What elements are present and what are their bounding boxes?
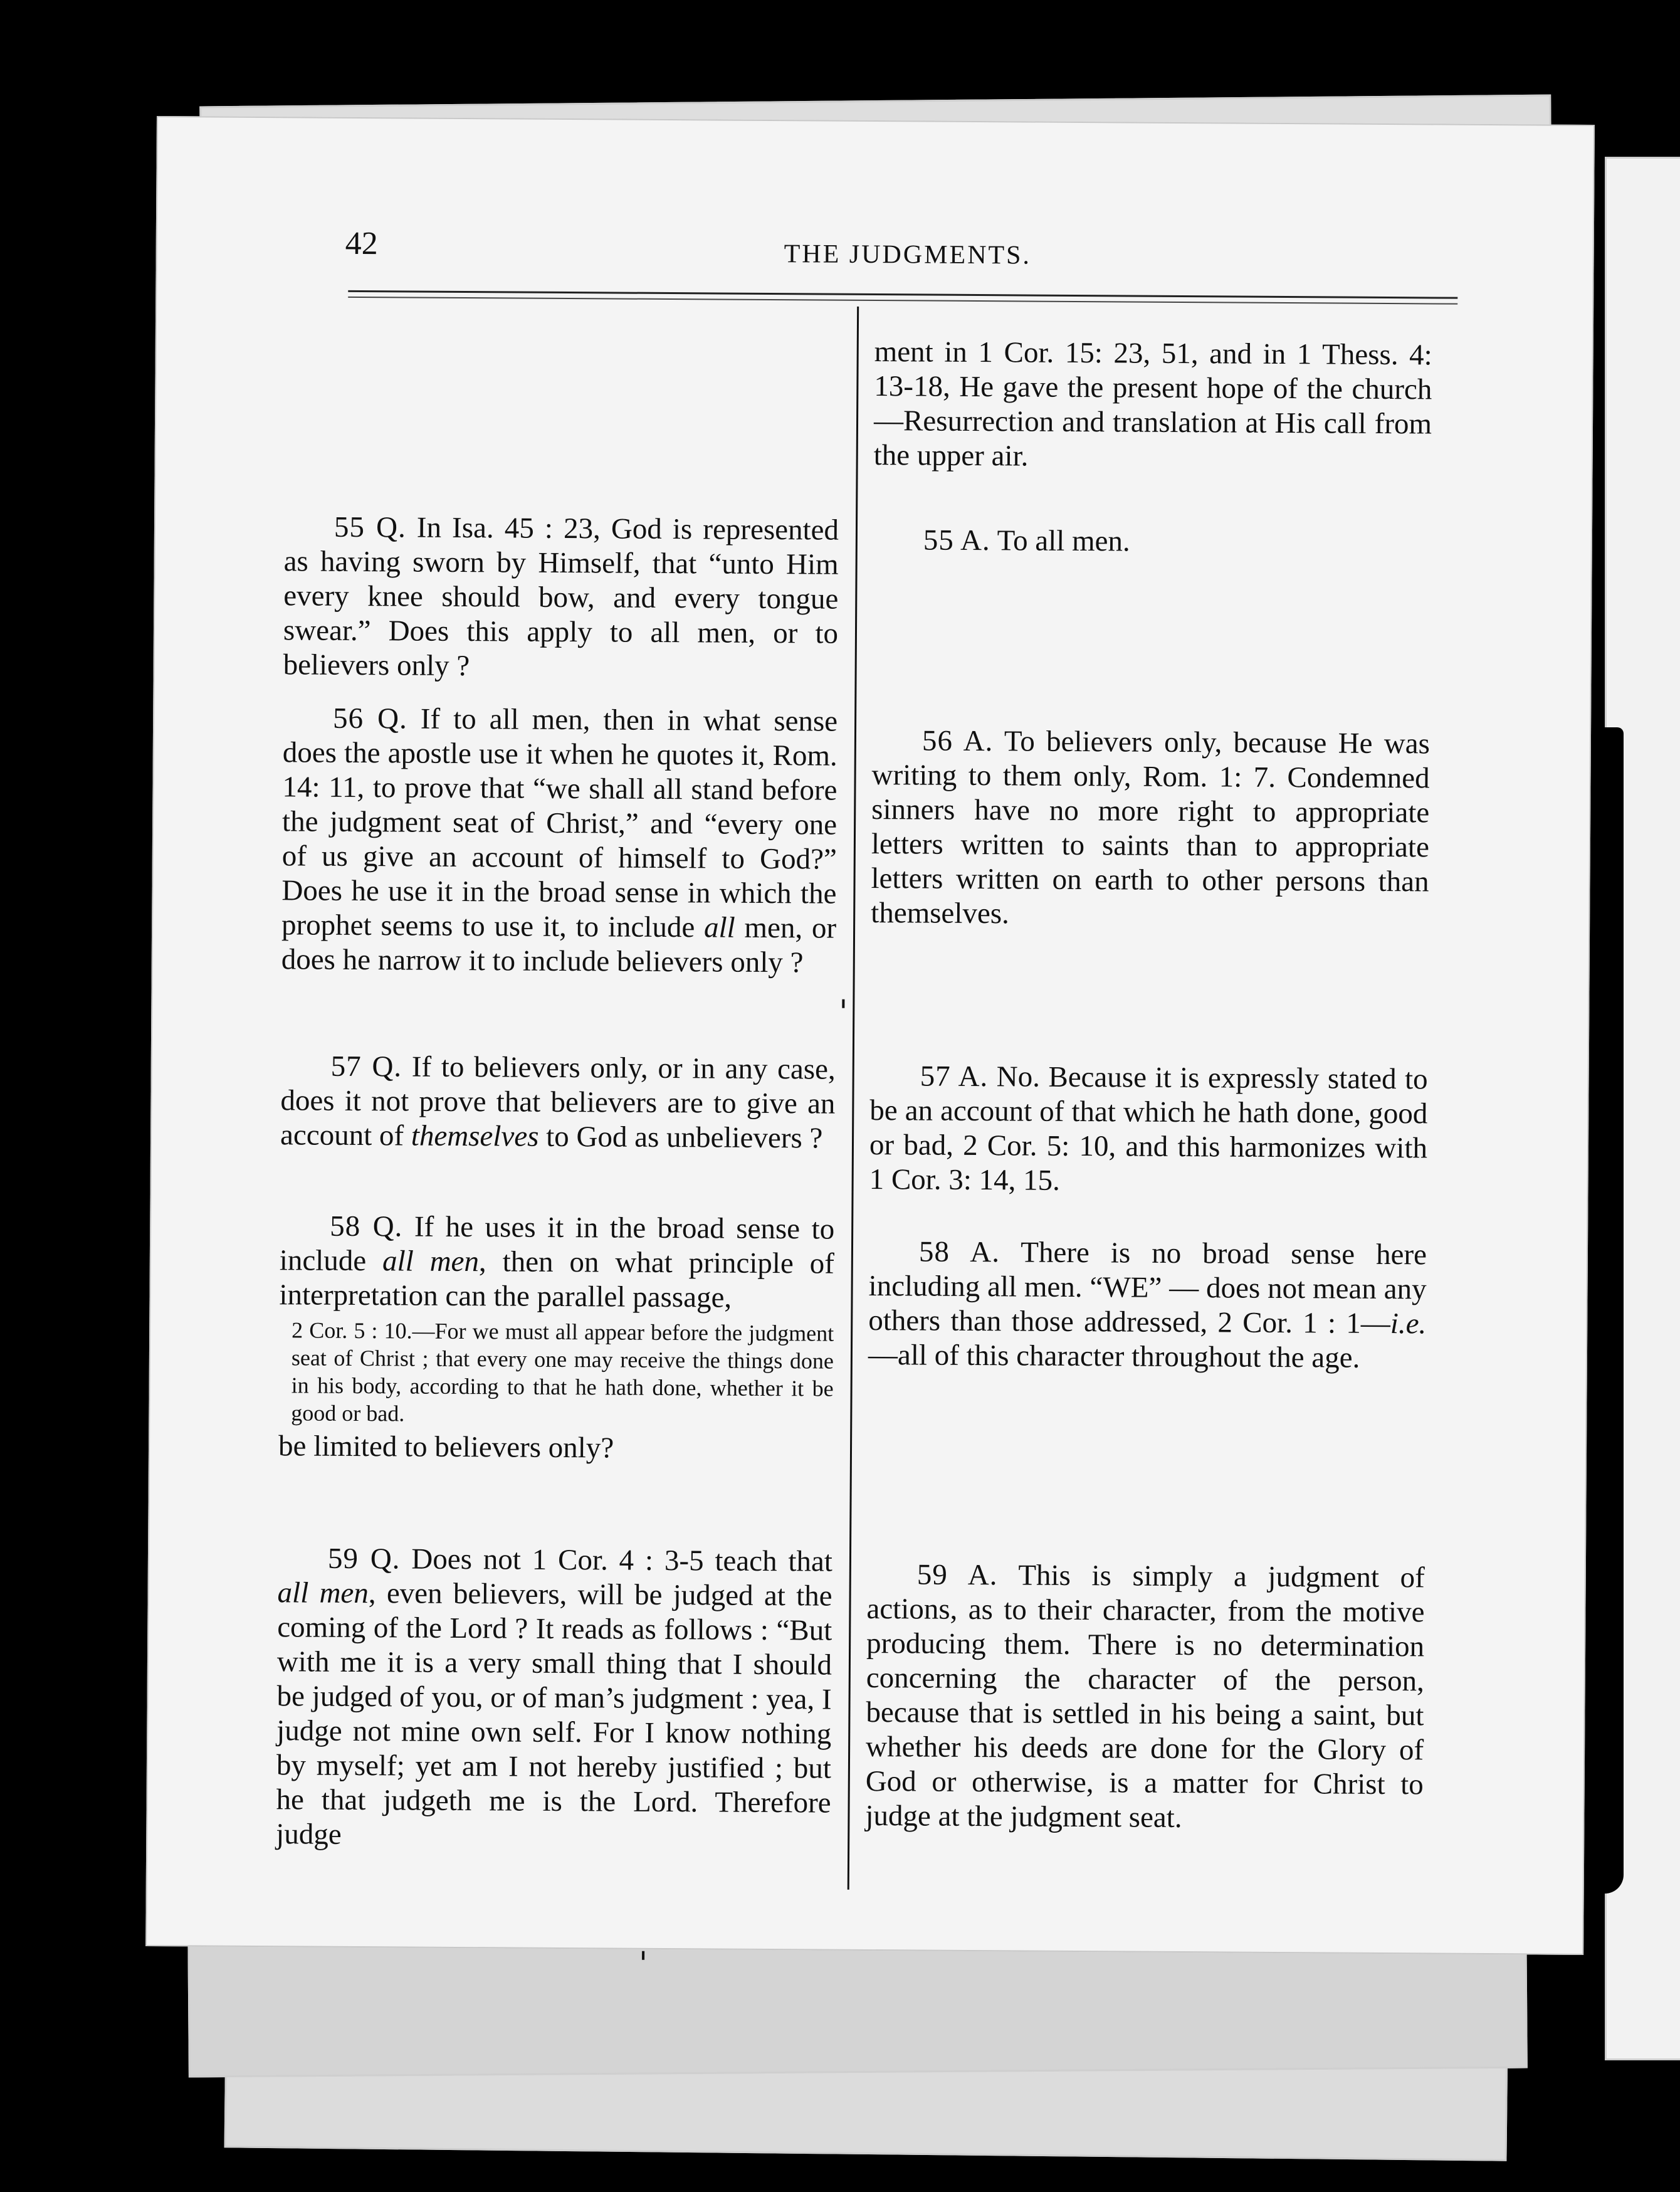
question-text: Does not 1 Cor. 4 : 3-5 teach that: [411, 1542, 833, 1578]
question-number: 55 Q.: [333, 510, 406, 544]
answer-58: [868, 1235, 1427, 1376]
answer-number: 58 A.: [918, 1235, 1000, 1269]
question-number: 56 Q.: [332, 702, 408, 735]
answer-number: 56 A.: [921, 724, 994, 758]
answer-text: There is no broad sense here including all men. “WE” — does not mean any others than those addressed, 2 Cor. 1 : 1—: [868, 1236, 1427, 1341]
question-57: [280, 1049, 836, 1156]
question-number: 59 Q.: [327, 1542, 401, 1576]
answer-57: [869, 1059, 1427, 1200]
page-title: THE JUDGMENTS.: [784, 240, 1032, 270]
answer-59: [865, 1557, 1425, 1836]
question-emphasis: all men: [277, 1576, 369, 1610]
answer-text-end: —all of this character throughout the age.: [868, 1338, 1360, 1374]
question-emphasis: themselves: [411, 1119, 539, 1153]
answer-text: To all men.: [997, 524, 1130, 558]
question-58: [278, 1209, 834, 1467]
answer-emphasis: i.e.: [1390, 1307, 1427, 1341]
question-emphasis: all men: [382, 1245, 480, 1278]
question-55: [283, 510, 839, 685]
answer-text: To believers only, because He was writing to them only, Rom. 1: 7. Condemned sinners have no more right to appropriate letters written to saints than to appropriate letters written on earth to other persons than themselves.: [871, 725, 1431, 930]
question-text-final: be limited to believers only?: [278, 1430, 614, 1465]
answer-text: This is simply a judgment of actions, as to their character, from the motive producing them. There is no determination concerning the character of the person, because that is settled in his being a saint, but whether his deeds are done for the Glory of God or otherwise, is a matter for Christ to judge at the judgment seat.: [865, 1559, 1425, 1835]
question-emphasis: all: [703, 911, 735, 944]
question-text: In Isa. 45 : 23, God is represented as having sworn by Himself, that “unto Him every knee should bow, and every tongue swear.” Does this apply to all men, or to believers only ?: [283, 511, 839, 683]
book-page: [145, 116, 1595, 1955]
answer-text: No. Because it is expressly stated to be an account of that which he hath done, good or bad, 2 Cor. 5: 10, and this harmonizes with 1 Cor. 3: 14, 15.: [869, 1060, 1428, 1197]
question-number: 58 Q.: [330, 1209, 403, 1243]
answer-number: 57 A.: [920, 1060, 989, 1093]
question-text-end: , then on what principle of interpretation can the parallel passage,: [279, 1245, 835, 1314]
answer-text: ment in 1 Cor. 15: 23, 51, and in 1 Thess. 4: 13-18, He gave the present hope of the church—Resurrection and translation at His call from the upper air.: [873, 335, 1432, 473]
answer-55: [873, 523, 1431, 561]
ink-speck: [642, 1951, 644, 1960]
page-number: 42: [345, 225, 378, 262]
question-59: [276, 1541, 832, 1855]
question-number: 57 Q.: [330, 1050, 402, 1083]
question-text: If he uses it in the broad sense to include: [279, 1210, 835, 1278]
question-text-end: , even believers, will be judged at the coming of the Lord ? It reads as follows : “But with me it is a very small thing that I should be judged of you, or of man’s judgment : yea, I judge not mine own self. For I know nothing by myself; yet am I not hereby justified ; but he that judgeth me is the Lord. Therefore judge: [276, 1577, 832, 1851]
question-text: If to believers only, or in any case, does it not prove that believers are to give an account of: [280, 1050, 836, 1152]
answer-56: [871, 724, 1430, 934]
column-divider: [848, 307, 859, 1890]
question-text: If to all men, then in what sense does the apostle use it when he quotes it, Rom. 14: 11, to prove that “we shall all stand before the judgment seat of Christ,” and “every one of us give an account of himself to God?” Does he use it in the broad sense in which the prophet seems to use it, to include: [281, 702, 838, 944]
answer-number: 59 A.: [916, 1558, 998, 1592]
answer-number: 55 A.: [923, 524, 990, 557]
question-56: [281, 701, 838, 980]
question-text-end: to God as unbelievers ?: [538, 1120, 823, 1155]
question-text-end: men, or does he narrow it to include believers only ?: [281, 911, 837, 979]
answer-continuation: [874, 335, 1432, 476]
scripture-quote: 2 Cor. 5 : 10.—For we must all appear before the judgment seat of Christ ; that every one may receive the things done in his body, according to that he hath done, whether it be good or bad.: [291, 1317, 834, 1426]
ink-speck: [842, 999, 844, 1008]
